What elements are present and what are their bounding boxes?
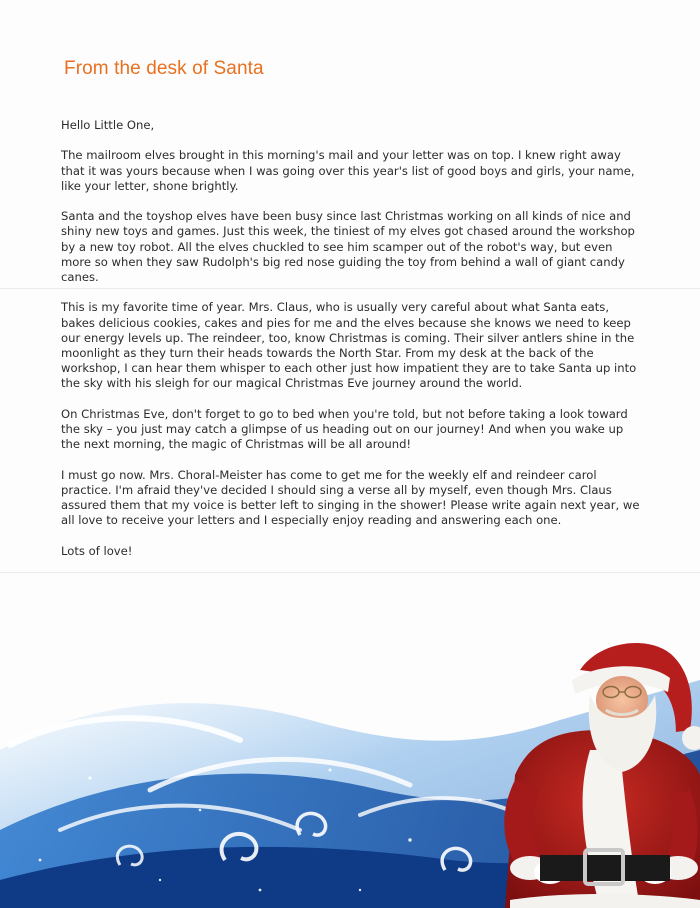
scan-line <box>0 288 700 289</box>
scan-line <box>0 572 700 573</box>
letter-paragraph-4: On Christmas Eve, don't forget to go to bed when you're told, but not before taking a look toward the sky – you just may catch a glimpse of us heading out on our journey! And when you wake up the next morning, the magic of Christmas will be all around! <box>61 406 628 452</box>
letter-greeting: Hello Little One, <box>61 118 155 132</box>
santa-illustration <box>0 600 700 908</box>
letter-heading: From the desk of Santa <box>64 58 264 79</box>
letter-paragraph-1: The mailroom elves brought in this morning's mail and your letter was on top. I knew right away that it was yours because when I was going over this year's list of good boys and girls, your name, like your letter, shone brightly. <box>61 148 635 193</box>
letter-closing: Lots of love! <box>61 543 133 558</box>
letter-paragraph-5: I must go now. Mrs. Choral-Meister has come to get me for the weekly elf and reindeer carol practice. I'm afraid they've decided I should sing a verse all by myself, even though Mrs. Claus assured them that my voice is better left to singing in the shower! Please write again next year, we all love to receive your letters and I especially enjoy reading and answering each one. <box>61 467 640 528</box>
letter-body <box>61 118 641 574</box>
santa-figure <box>504 643 700 908</box>
letter-paragraph-2: Santa and the toyshop elves have been busy since last Christmas working on all kinds of nice and shiny new toys and games. Just this week, the tiniest of my elves got chased around the workshop by a new toy robot. All the elves chuckled to see him scamper out of the robot's way, but even more so when they saw Rudolph's big red nose guiding the toy from behind a wall of giant candy canes. <box>61 209 635 284</box>
letter-paragraph-3: This is my favorite time of year. Mrs. Claus, who is usually very careful about what Santa eats, bakes delicious cookies, cakes and pies for me and the elves because she knows we need to keep our energy levels up. The reindeer, too, know Christmas is coming. Their silver antlers shine in the moonlight as they turn their heads towards the North Star. From my desk at the back of the workshop, I can hear them whisper to each other just how impatient they are to take Santa up into the sky with his sleigh for our magical Christmas Eve journey around the world. <box>61 300 637 391</box>
